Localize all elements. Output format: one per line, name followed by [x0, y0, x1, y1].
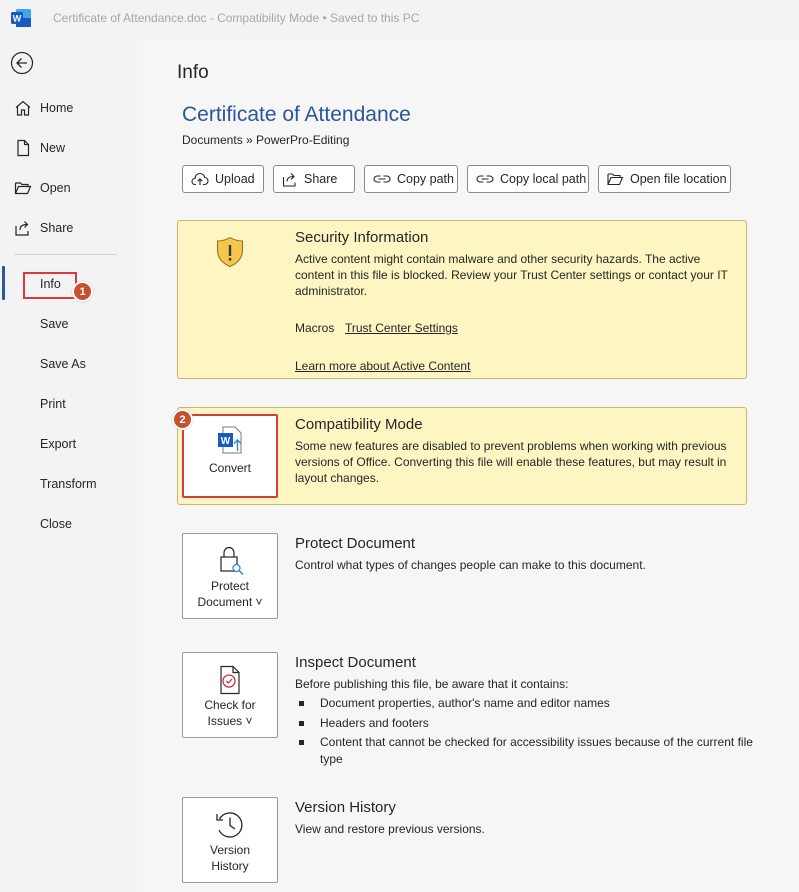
link-icon: [476, 173, 494, 185]
sidebar-item-label: New: [40, 141, 66, 155]
breadcrumb: Documents » PowerPro-Editing: [182, 133, 350, 147]
info-highlight-box: [23, 272, 77, 299]
sidebar-item-close[interactable]: Close: [40, 517, 72, 531]
protect-text: Control what types of changes people can make to this document.: [295, 558, 646, 572]
share-icon: [282, 172, 298, 187]
list-item: Document properties, author's name and editor names: [295, 695, 755, 712]
convert-label: Convert: [208, 461, 252, 475]
info-panel: [137, 40, 799, 892]
word-convert-icon: [214, 424, 246, 458]
sidebar-item-label: Open: [40, 181, 71, 195]
sidebar-item-export[interactable]: Export: [40, 437, 77, 451]
convert-button[interactable]: [182, 414, 278, 498]
active-indicator: [2, 266, 5, 300]
share-icon: [14, 219, 32, 237]
page-title: Info: [177, 62, 209, 83]
sidebar-item-info[interactable]: Info: [40, 277, 61, 291]
copy-path-button[interactable]: [364, 165, 458, 193]
security-title: Security Information: [295, 229, 429, 246]
backstage-sidebar: [0, 40, 137, 892]
inspect-document-icon: [214, 663, 246, 697]
back-arrow-icon[interactable]: [10, 51, 34, 75]
check-label-line1: Check for: [204, 698, 256, 712]
svg-text:W: W: [12, 13, 22, 24]
step-badge-2: 2: [172, 409, 193, 430]
sidebar-item-transform[interactable]: Transform: [40, 477, 97, 491]
home-icon: [14, 99, 32, 117]
version-label-line1: Version: [209, 843, 251, 857]
new-document-icon: [14, 139, 32, 157]
link-icon: [373, 173, 391, 185]
protect-label-line2: Document ˅: [197, 595, 263, 609]
check-for-issues-button[interactable]: [182, 652, 278, 738]
protect-document-button[interactable]: [182, 533, 278, 619]
list-item: Headers and footers: [295, 715, 755, 732]
inspect-text: Before publishing this file, be aware that it contains:: [295, 677, 569, 691]
sidebar-item-open[interactable]: [0, 173, 137, 203]
list-item: Content that cannot be checked for accessibility issues because of the current file type: [295, 734, 755, 767]
word-logo-icon: [11, 9, 31, 27]
open-file-location-button[interactable]: [598, 165, 731, 193]
button-label: Share: [304, 172, 338, 186]
button-label: Copy path: [397, 172, 454, 186]
document-title: Certificate of Attendance: [182, 103, 411, 126]
sidebar-item-new[interactable]: [0, 133, 137, 163]
learn-more-active-content-link[interactable]: Learn more about Active Content: [295, 359, 471, 373]
sidebar-item-save-as[interactable]: Save As: [40, 357, 86, 371]
compatibility-text: Some new features are disabled to prevent problems when working with previous versions of Office. Converting this file will enable these features, but may result in layout changes.: [295, 439, 727, 486]
lock-key-icon: [214, 544, 246, 578]
check-label-line2: Issues ˅: [207, 714, 253, 728]
sidebar-item-save[interactable]: Save: [40, 317, 69, 331]
open-folder-icon: [14, 179, 32, 197]
open-folder-icon: [607, 172, 624, 186]
button-label: Open file location: [630, 172, 727, 186]
security-text: Active content might contain malware and other security hazards. The active content in this file is blocked. Review your Trust Center settings or contact your IT administrator.: [295, 252, 728, 299]
compatibility-title: Compatibility Mode: [295, 416, 423, 433]
inspect-list: [295, 695, 755, 770]
sidebar-item-label: Share: [40, 221, 74, 235]
upload-button[interactable]: [182, 165, 264, 193]
inspect-title: Inspect Document: [295, 654, 416, 671]
share-button[interactable]: [273, 165, 355, 193]
version-history-button[interactable]: [182, 797, 278, 883]
version-title: Version History: [295, 799, 396, 816]
sidebar-item-label: Home: [40, 101, 74, 115]
version-text: View and restore previous versions.: [295, 822, 485, 836]
copy-local-path-button[interactable]: [467, 165, 589, 193]
trust-center-settings-link[interactable]: Trust Center Settings: [345, 321, 458, 335]
sidebar-item-print[interactable]: Print: [40, 397, 66, 411]
sidebar-item-home[interactable]: [0, 93, 137, 123]
protect-label-line1: Protect: [210, 579, 249, 593]
shield-warning-icon: [215, 236, 245, 268]
sidebar-divider: [14, 254, 117, 255]
step-badge-1: 1: [72, 281, 93, 302]
cloud-upload-icon: [191, 172, 209, 186]
version-label-line2: History: [211, 859, 249, 873]
svg-text:W: W: [220, 436, 231, 447]
protect-title: Protect Document: [295, 535, 416, 552]
window-title: Certificate of Attendance.doc - Compatibility Mode • Saved to this PC: [53, 11, 420, 25]
history-clock-icon: [214, 808, 246, 842]
button-label: Copy local path: [500, 172, 587, 186]
button-label: Upload: [215, 172, 255, 186]
sidebar-item-share[interactable]: [0, 213, 137, 243]
title-bar: [0, 0, 799, 40]
macros-label: Macros: [295, 321, 335, 335]
